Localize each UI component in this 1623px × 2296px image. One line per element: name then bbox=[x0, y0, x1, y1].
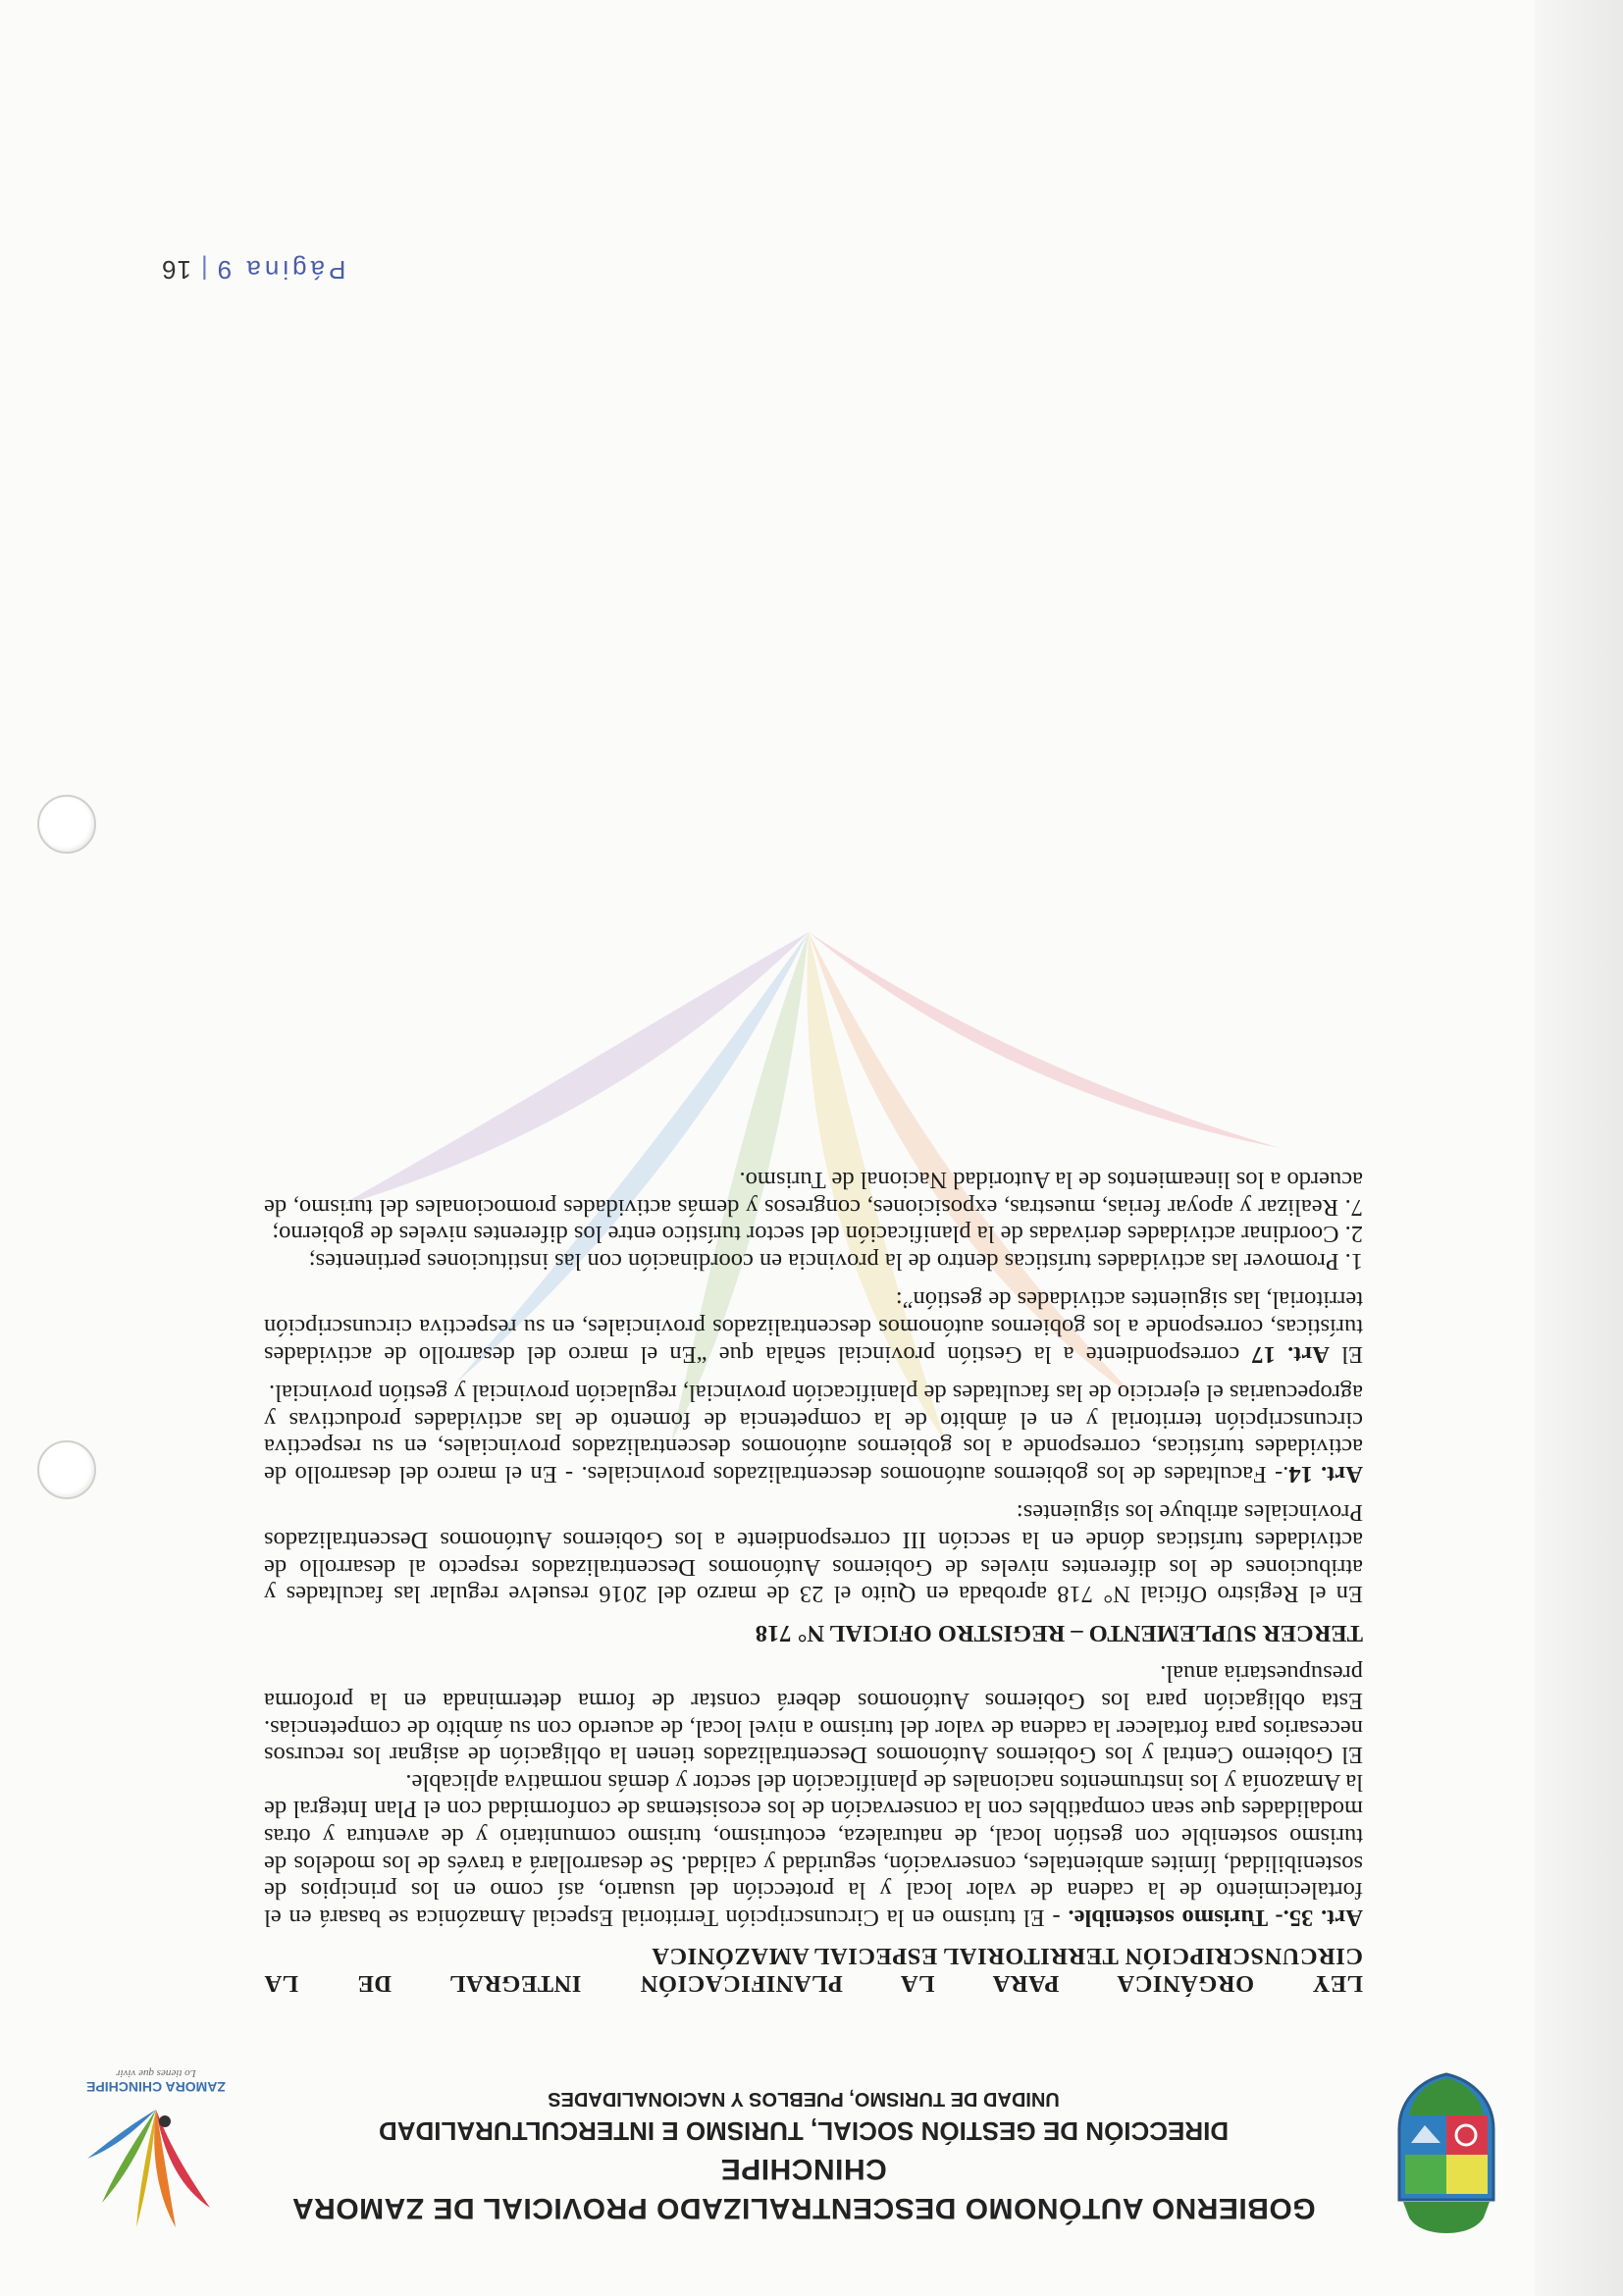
list-item: 7. Realizar y apoyar ferias, muestras, exposiciones, congresos y demás actividades promocionales del turismo, de acuerdo a los lineamientos de la Autoridad Nacional de Turismo. bbox=[264, 1166, 1363, 1221]
punch-hole-top bbox=[37, 1440, 96, 1499]
article-35 bbox=[264, 1768, 1363, 1931]
document-body bbox=[264, 1166, 1363, 1997]
article-17-text: correspondiente a la Gestión provincial señala que “En el marco del desarrollo de actividades turísticas, corresponde a los gobiernos autónomos descentralizados provinciales, en su respectiva circunscripción territorial, las siguientes actividades de gestión”: bbox=[264, 1286, 1363, 1368]
article-17 bbox=[264, 1286, 1363, 1368]
list-item: 2. Coordinar actividades derivadas de la planificación del sector turístico entre los diferentes niveles de gobierno; bbox=[272, 1221, 1363, 1248]
list-item: 1. Promover las actividades turísticas dentro de la provincia en coordinación con las instituciones pertinentes; bbox=[308, 1247, 1363, 1275]
article-35-label: Art. 35.- Turismo sostenible. bbox=[1068, 1904, 1363, 1931]
scan-margin bbox=[1535, 0, 1623, 2296]
article-14-text: .- Facultades de los gobiernos autónomos descentralizados provinciales. - En el marco del desarrollo de actividades turísticas, corresponde a los gobiernos autónomos descentralizados provinciales, en su respectiva circunscripción territorial y en el ámbito de la competencia de fomento de las actividades productivas y agropecuarias el ejercicio de las facultades de planificación provincial, regulación provincial y gestión provincial. bbox=[264, 1380, 1363, 1487]
zamora-chinchipe-logo bbox=[82, 2051, 230, 2247]
article-35-text: - El turismo en la Circunscripción Territorial Especial Amazónica se basará en el fortalecimiento de la cadena de valor local y la protección del usuario, así como en los principios de sostenibilidad, límites ambientales, conservación, seguridad y calidad. Se desarrollará a través de los modelos de turismo sostenible con gestión local, de naturaleza, ecoturismo, turismo comunitario y de aventura y otras modalidades que sean compatibles con la conservación de los ecosistemas de conformidad con el Plan Integral de la Amazonía y los instrumentos nacionales de planificación del sector y demás normativa aplicable. bbox=[264, 1768, 1363, 1931]
article-17-prefix: El bbox=[1330, 1340, 1363, 1368]
brand-leaves-icon bbox=[82, 2100, 230, 2247]
letterhead bbox=[82, 2051, 1515, 2247]
directorate-name: DIRECCIÓN DE GESTIÓN SOCIAL, TURISMO E INTERCULTURALIDAD bbox=[378, 2116, 1230, 2146]
page-footer bbox=[161, 254, 495, 285]
paragraph-registro-oficial: En el Registro Oficial N° 718 aprobada en Quito el 23 de marzo del 2016 resuelve regular las facultades y atribuciones de los diferentes niveles de Gobiernos Autónomos Descentralizados respecto al desarrollo de actividades turísticas dónde en la sección III correspondiente a los Gobiernos Autónomos Descentralizados Provinciales atribuye los siguientes: bbox=[264, 1499, 1363, 1608]
article-14 bbox=[264, 1380, 1363, 1487]
page-total: 16 bbox=[161, 255, 191, 285]
brand-name: ZAMORA CHINCHIPE bbox=[86, 2079, 226, 2095]
law-title-line-1: LEY ORGÁNICA PARA LA PLANIFICACIÓN INTEGRAL DE LA bbox=[264, 1970, 1363, 1997]
institution-name: GOBIERNO AUTÓNOMO DESCENTRALIZADO PROVICIAL DE ZAMORA CHINCHIPE bbox=[291, 2153, 1316, 2224]
article-14-label: Art. 14 bbox=[1288, 1460, 1363, 1487]
article-17-label: Art. 17 bbox=[1251, 1340, 1330, 1368]
paragraph-budget: El Gobierno Central y los Gobiernos Autónomos Descentralizados tienen la obligación de asignar los recursos necesarios para fortalecer la cadena de valor del turismo a nivel local, de acuerdo con su ámbito de competencias. Esta obligación para los Gobiernos Autónomos deberá constar de forma determinada en la proforma presupuestaria anual. bbox=[264, 1660, 1363, 1769]
brand-tagline: Lo tienes que vivir bbox=[116, 2067, 196, 2079]
unit-name: UNIDAD DE TURISMO, PUEBLOS Y NACIONALIDADES bbox=[548, 2088, 1060, 2110]
page-number: 9 bbox=[213, 255, 233, 285]
punch-hole-bottom bbox=[37, 795, 96, 854]
section-title: TERCER SUPLEMENTO – REGISTRO OFICIAL N° 718 bbox=[755, 1619, 1363, 1646]
provincial-seal-icon bbox=[1387, 2070, 1505, 2237]
page-word: Página bbox=[242, 255, 346, 285]
law-title-line-2: CIRCUNSCRIPCIÓN TERRITORIAL ESPECIAL AMAZÓNICA bbox=[651, 1943, 1363, 1970]
page-separator: | bbox=[196, 255, 208, 285]
